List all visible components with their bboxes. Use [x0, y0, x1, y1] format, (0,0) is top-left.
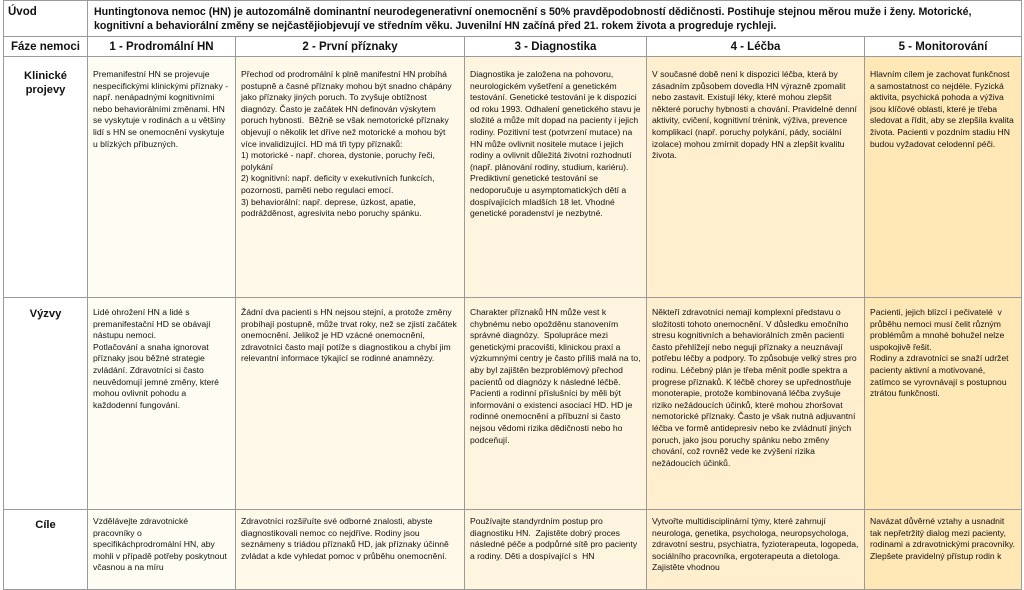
intro-text: Huntingtonova nemoc (HN) je autozomálně dominantní neurodegenerativní onemocnění s 50% pravděpodobností dědičnosti. Postihuje stejnou měrou muže i ženy. Motorické, kognitivní a behaviorální změny se nejčastějiobjevují ve středním věku. Juvenilní HN začíná před 21. rokem života a progreduje rychleji.: [88, 0, 1022, 37]
cell-clinical-2: Přechod od prodromální k plně manifestní HN probíhá postupně a časné příznaky mohou být snadno chápány jako příznaky jiných poruch. To zvyšuje obtížnost diagnózy. Často je začátek HN definován výskytem poruch hybnosti. Běžně se však nemotorické příznaky objevují o několik let dříve než motorické a mohou být více invalidizující. HD má tři typy příznaků: 1) motorické - např. chorea, dystonie, poruchy řeči, polykání 2) kognitivní: např. deficity v exekutivních funkcích, pozornosti, paměti nebo regulaci emocí. 3) behaviorální: např. deprese, úzkost, apatie, podrážděnost, agresivita nebo poruchy spánku.: [236, 57, 465, 298]
cell-clinical-1: Premanifestní HN se projevuje nespecifickými klinickými příznaky - např. nenápadnými kognitivními nebo behaviorálními změnami. HN se vyskytuje v rodinách a u většiny lidí s HN se onemocnění vyskytuje u blízkých příbuzných.: [88, 57, 236, 298]
intro-label: Úvod: [3, 0, 88, 37]
phase-header-5: 5 - Monitorování: [865, 37, 1022, 57]
row-label-clinical: Klinické projevy: [3, 57, 88, 298]
cell-clinical-5: Hlavním cílem je zachovat funkčnost a samostatnost co nejdéle. Fyzická aktivita, psychická pohoda a výživa jsou klíčové oblasti, které je třeba sledovat a řídit, aby se zlepšila kvalita života. Pacienti v pozdním stadiu HN budou vyžadovat celodenní péči.: [865, 57, 1022, 298]
phase-header-2: 2 - První příznaky: [236, 37, 465, 57]
cell-goals-1: Vzdělávejte zdravotnické pracovníky o specifikáchprodromální HN, aby mohli v případě potřeby poskytnout včasnou a na míru: [88, 510, 236, 590]
cell-goals-4: Vytvořte multidisciplinární týmy, které zahrnují neurologa, genetika, psychologa, neuropsychologa, zdravotní sestru, psychiatra, fyzioterapeuta, logopeda, sociálního pracovníka, ergoterapeuta a dietologa. Zajistěte vhodnou: [647, 510, 865, 590]
row-label-goals: Cíle: [3, 510, 88, 590]
cell-challenges-5: Pacienti, jejich blízcí i pečivatelé v průběhu nemoci musí čelit různým problémům a mnohé bohužel nelze uspokojivě řešit. Rodiny a zdravotníci se snaží udržet pacienty aktivní a motivované, zatímco se vyrovnávají s postupnou ztrátou funkčnosti.: [865, 298, 1022, 510]
cell-clinical-4: V současné době není k dispozici léčba, která by zásadním způsobem dovedla HN výrazně zpomalit nebo zastavit. Existují léky, které mohou zlepšit některé poruchy hybnosti a chování. Pravidelné denní aktivity, cvičení, kognitivní trénink, výživa, prevence komplikací (např. poruchy polykání, pády, sociální izolace) mohou zmírnit dopady HN a zlepšit kvalitu života.: [647, 57, 865, 298]
cell-clinical-3: Diagnostika je založena na pohovoru, neurologickém vyšetření a genetickém testování. Genetické testování je k dispozici od roku 1993. Odhalení genetického stavu je složité a může mít dopad na pacienty i jejich rodiny. Pozitivní test (potvrzení mutace) na HN může ovlivnit nositele mutace i jejich rodiny a ovlivnit důležitá životní rozhodnutí (např. plánování rodiny, studium, kariéru). Prediktivní genetické testování se nedoporučuje u asymptomatických dětí a dospívajících mladších 18 let. Vhodné genetické poradenství je nezbytné.: [465, 57, 647, 298]
phase-header-label: Fáze nemoci: [3, 37, 88, 57]
cell-challenges-4: Někteří zdravotníci nemají komplexní představu o složitosti tohoto onemocnění. V důsledku emočního stresu kognitivních a behaviorálních změn pacienti často přehlížejí nebo neguji příznaky a neuznávají potřebu léčby a podpory. To způsobuje velký stres pro rodinu. Léčebný plán je třeba měnit podle spektra a progrese příznaků. K léčbě chorey se upřednostňuje monoterapie, protože kombinovaná léčba zvyšuje riziko nežádoucích účinků, které mohou zhoršovat nemotorické příznaky. Často je však nutná adjuvantní léčba ve formě antidepresiv nebo ke zvládnutí jiných poruch, jako jsou poruchy spánku nebo změny chování, což rovněž vede ke zvýšení rizika nežádoucích účinků.: [647, 298, 865, 510]
cell-goals-3: Používajte standyrdním postup pro diagnostiku HN. Zajistěte dobrý proces následné péče a podpůrné sítě pro pacienty a rodiny. Děti a dospívající s HN: [465, 510, 647, 590]
cell-challenges-3: Charakter příznaků HN může vest k chybnému nebo opožděnu stanovením správné diagnózy. Spolupráce mezi genetickými pracovišti, klinickou praxí a výzkumnými centry je často příliš malá na to, aby byl zajištěn bezproblémový přechod pacientů od diagnózy k následné léčbě. Pacienti a rodinní příslušníci by měli být informováni o existenci asociací HD. HD je rodinné onemocnění a příbuzní si často nejsou vědomi rizika dědičnosti nebo ho podceňují.: [465, 298, 647, 510]
cell-challenges-2: Žádní dva pacienti s HN nejsou stejní, a protože změny probíhají postupně, může trvat roky, než se zjistí začátek onemocnění. Jelikož je HD vzácné onemocnění, zdravotníci často mají potíže s diagnostikou a chybí jim relevantní informace týkající se rodinné anamnézy.: [236, 298, 465, 510]
cell-goals-5: Navázat důvěrné vztahy a usnadnit tak nepřetržitý dialog mezi pacienty, rodinami a zdravotnickými pracovníky. Zlepšete pravidelný přístup rodin k: [865, 510, 1022, 590]
phase-header-1: 1 - Prodromální HN: [88, 37, 236, 57]
row-label-challenges: Výzvy: [3, 298, 88, 510]
phase-header-3: 3 - Diagnostika: [465, 37, 647, 57]
hd-care-pathway-table: [3, 0, 1022, 580]
cell-goals-2: Zdravotníci rozšiřuíte své odborné znalosti, abyste diagnostikovali nemoc co nejdříve. Rodiny jsou seznámeny s triádou příznaků HD, jak příznaky účinně zvládat a kde vyhledat pomoc v průběhu onemocnění.: [236, 510, 465, 590]
cell-challenges-1: Lidé ohrožení HN a lidé s premanifestační HD se obávají nástupu nemoci. Potlačování a snaha ignorovat příznaky jsou běžné strategie zvládání. Zdravotníci si často neuvědomují jemné změny, které mohou ovlivnit pohodu a každodenní fungování.: [88, 298, 236, 510]
phase-header-4: 4 - Léčba: [647, 37, 865, 57]
